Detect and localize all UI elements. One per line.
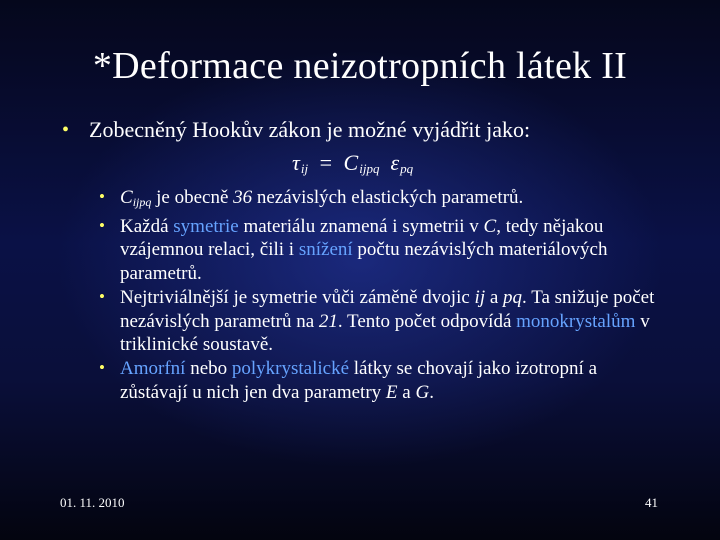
text-segment: Nejtriviálnější je symetrie vůči záměně dvojic <box>120 286 475 308</box>
sub-bullet-item <box>99 215 659 286</box>
index-pair: pq <box>503 286 523 308</box>
text-segment: materiálu znamená i symetrii v <box>238 215 484 237</box>
text-segment: nezávislých elastických parametrů. <box>252 187 524 208</box>
epsilon-symbol: ε <box>390 150 400 175</box>
bullet-dot-icon: • <box>62 119 70 141</box>
text-segment: . Ta snižuje počet nezávislých parametrů na <box>120 286 655 332</box>
epsilon-subscript: pq <box>400 161 414 176</box>
number-value: 21 <box>318 310 338 332</box>
text-segment: nebo <box>185 357 232 379</box>
highlight-term: polykrystalické <box>231 357 350 379</box>
bullet-dot-icon: • <box>99 357 105 377</box>
slide-title: *Deformace neizotropních látek II <box>92 45 628 87</box>
c-symbol: C <box>120 187 133 208</box>
text-segment: . Tento počet odpovídá <box>337 310 517 332</box>
number-value: 36 <box>233 187 253 208</box>
index-pair: ij <box>474 286 486 308</box>
text-segment: Každá <box>120 215 174 237</box>
main-bullet-text: Zobecněný Hookův zákon je možné vyjádřit jako: <box>89 117 531 142</box>
highlight-term: snížení <box>298 239 353 261</box>
text-segment: je obecně <box>151 187 234 208</box>
text-segment: látky se chovají jako izotropní a zůstávají u nich jen dva parametry <box>120 357 597 403</box>
footer-date: 01. 11. 2010 <box>60 495 125 510</box>
highlight-term: monokrystalům <box>516 310 636 332</box>
sub-bullet-item <box>99 357 659 404</box>
text-segment: a <box>485 286 504 308</box>
hooke-formula <box>292 148 413 184</box>
sub-bullet-item <box>99 186 659 215</box>
c-subscript: ijpq <box>132 195 152 209</box>
parameter-g: G <box>415 381 430 403</box>
c-subscript: ijpq <box>359 161 380 176</box>
c-symbol: C <box>483 215 497 237</box>
highlight-term: Amorfní <box>120 357 186 379</box>
sub-bullet-list <box>99 186 659 404</box>
text-segment: . <box>429 381 434 403</box>
bullet-dot-icon: • <box>99 187 105 206</box>
sub-bullet-item <box>99 286 659 357</box>
text-segment: počtu nezávislých materiálových parametrů. <box>120 239 608 285</box>
bullet-dot-icon: • <box>99 286 105 306</box>
page-number: 41 <box>645 495 658 510</box>
text-segment: , tedy nějakou vzájemnou relaci, čili i <box>120 215 604 261</box>
c-symbol: C <box>343 150 359 175</box>
text-segment: a <box>397 381 416 403</box>
tau-subscript: ij <box>300 161 309 176</box>
highlight-term: symetrie <box>173 215 239 237</box>
equals-sign: = <box>319 150 333 175</box>
text-segment: v triklinické soustavě. <box>120 310 650 356</box>
parameter-e: E <box>385 381 398 403</box>
bullet-dot-icon: • <box>99 215 105 235</box>
tau-symbol: τ <box>292 150 300 175</box>
